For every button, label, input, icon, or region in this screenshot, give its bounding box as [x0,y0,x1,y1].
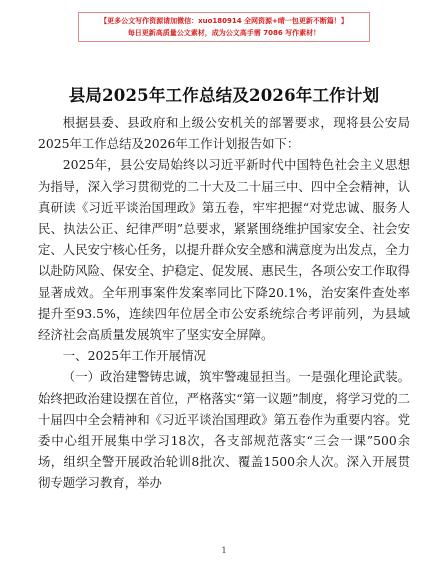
promo-banner [78,12,370,42]
summary-paragraph: 2025年，县公安局始终以习近平新时代中国特色社会主义思想为指导，深入学习贯彻党的二十大及二十届三中、四中全会精神，认真研读《习近平谈治国理政》第五卷，牢牢把握“对党忠诚、服务人民、执法公正、纪律严明”总要求，紧紧围绕维护国家安全、社会安定、人民安宁核心任务，以提升群众安全感和满意度为出发点，全力以赴防风险、保安全、护稳定、促发展、惠民生，各项公安工作取得显著成效。全年刑事案件发案率同比下降20.1%，治安案件查处率提升至93.5%，连续四年位居全市公安系统综合考评前列，为县域经济社会高质量发展筑牢了坚实安全屏障。 [38,157,410,343]
section-heading: 一、2025年工作开展情况 [62,348,206,364]
promo-line-2: 每日更新高质量公文素材，成为公文高手需 7086 写作素材！ [127,29,321,37]
document-title: 县局2025年工作总结及2026年工作计划 [68,86,380,105]
page-number: 1 [221,546,227,555]
intro-paragraph: 根据县委、县政府和上级公安机关的部署要求，现将县公安局2025年工作总结及2026年工作计划报告如下： [38,115,410,152]
promo-line-1: 【更多公文写作资源请加微信：xuo180914 全网资源+晴一包更新不断篇！】 [100,17,348,25]
section-paragraph: （一）政治建警铸忠诚，筑牢警魂显担当。一是强化理论武装。始终把政治建设摆在首位，严格落实“第一议题”制度，将学习党的二十届四中全会精神和《习近平谈治国理政》第五卷作为重要内容。党委中心组开展集中学习18次，各支部规范落实“三会一课”500余场，组织全警开展政治轮训8批次、覆盖1500余人次。深入开展贯彻专题学习教育，举办 [38,369,410,491]
document-body [38,112,410,494]
